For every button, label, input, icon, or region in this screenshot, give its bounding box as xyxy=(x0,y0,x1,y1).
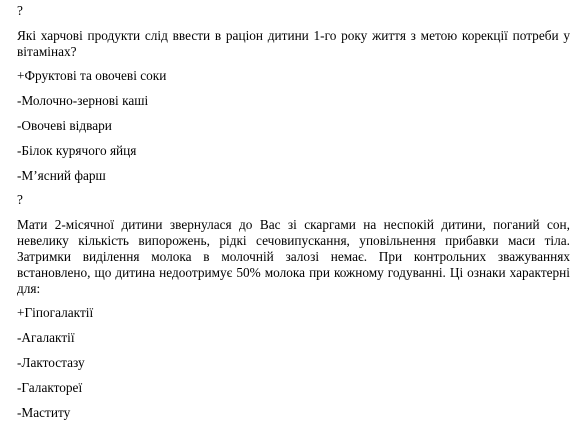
test-document xyxy=(17,0,570,421)
answer-option: -Лактостазу xyxy=(17,355,85,370)
answer-option: -Агалактії xyxy=(17,330,75,345)
question-text: Мати 2-місячної дитини звернулася до Вас зі скаргами на неспокій дитини, поганий сон, невелику кількість випорожень, рідкі сечовипускання, уповільнення прибавки маси тіла. Затримки виділення молока в молочній залозі немає. При контрольних зважуваннях встановлено, що дитина недоотримує 50% молока при кожному годуванні. Ці ознаки характерні для: xyxy=(17,217,570,296)
answer-option: -Овочеві відвари xyxy=(17,118,112,133)
question-marker: ? xyxy=(17,192,23,207)
question-marker: ? xyxy=(17,3,23,18)
question-block-2 xyxy=(17,192,570,421)
answer-option: -Молочно-зернові каші xyxy=(17,93,149,108)
answer-options xyxy=(17,68,570,184)
answer-option: -Галактореї xyxy=(17,380,83,395)
answer-option: +Гіпогалактії xyxy=(17,305,94,320)
answer-option: -Білок курячого яйця xyxy=(17,143,137,158)
question-block-1 xyxy=(17,0,570,184)
answer-option: -Маститу xyxy=(17,405,71,420)
answer-options xyxy=(17,305,570,421)
answer-option: -М’ясний фарш xyxy=(17,168,106,183)
question-text: Які харчові продукти слід ввести в раціон дитини 1-го року життя з метою корекції потреби у вітамінах? xyxy=(17,28,570,59)
answer-option: +Фруктові та овочеві соки xyxy=(17,68,167,83)
